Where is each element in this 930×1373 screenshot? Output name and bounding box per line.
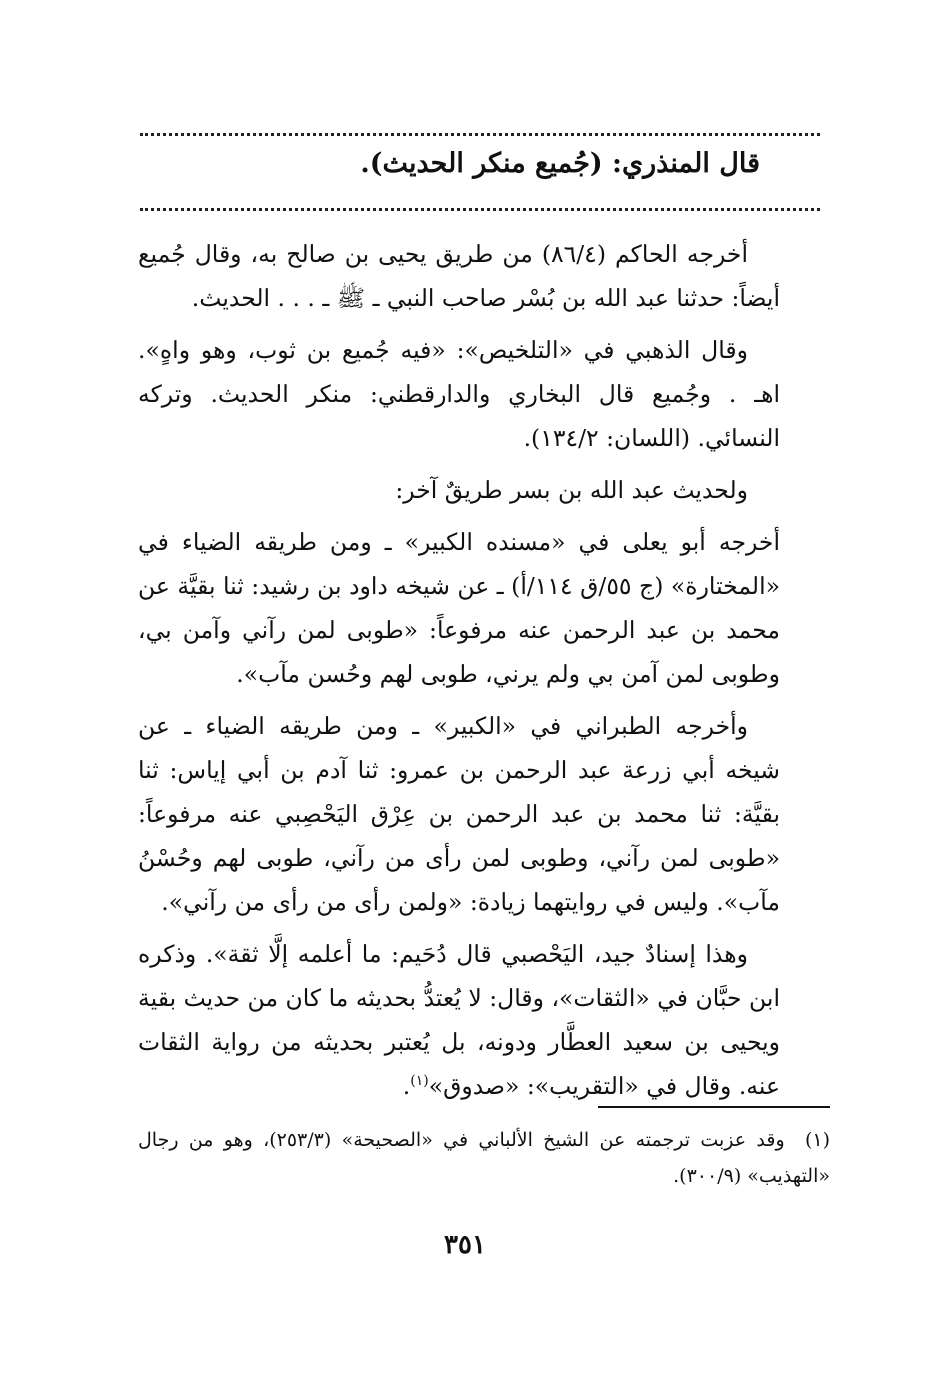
- paragraph-isnad-assessment: وهذا إسنادٌ جيد، اليَحْصبي قال دُحَيم: ما أعلمه إلَّا ثقة». وذكره ابن حبَّان في «الثقات»، وقال: لا يُعتدُّ بحديثه ما كان من حديث بقية ويحيى بن سعيد العطَّار ودونه، بل يُعتبر بحديثه من رواية الثقات عنه. وقال في «التقريب»: «صدوق»$^{(١)}$.: [138, 940, 780, 1100]
- footnote-marker: (١): [804, 1129, 830, 1151]
- page-number: ٣٥١: [444, 1230, 486, 1260]
- paragraph-hakim: أخرجه الحاكم (٨٦/٤) من طريق يحيى بن صالح به، وقال جُميع أيضاً: حدثنا عبد الله بن بُسْر صاحب النبي ـ ﷺ ـ . . . الحديث.: [138, 240, 780, 312]
- paragraph-another-route: ولحديث عبد الله بن بسر طريقٌ آخر:: [395, 476, 748, 504]
- dotted-separator-top: [140, 133, 820, 136]
- paragraph-isnad-text: وهذا إسنادٌ جيد، اليَحْصبي قال دُحَيم: ما أعلمه إلَّا ثقة». وذكره ابن حبَّان في «الثقات»، وقال: لا يُعتدُّ بحديثه ما كان من حديث بقية ويحيى بن سعيد العطَّار ودونه، بل يُعتبر بحديثه من رواية الثقات عنه. وقال في «التقريب»: «صدوق»: [138, 940, 780, 1100]
- section-heading: قال المنذري: (جُميع منكر الحديث).: [360, 148, 760, 179]
- body-text: [138, 232, 780, 1116]
- paragraph-abu-yala: أخرجه أبو يعلى في «مسنده الكبير» ـ ومن طريقه الضياء في «المختارة» (ج ٥٥/ق ١١٤/أ) ـ عن شيخه داود بن رشيد: ثنا بقيَّة عن محمد بن عبد الرحمن عنه مرفوعاً: «طوبى لمن رآني وآمن بي، وطوبى لمن آمن بي ولم يرني، طوبى لهم وحُسن مآب».: [138, 528, 780, 688]
- dotted-separator-bottom: [140, 208, 820, 211]
- footnote: [138, 1122, 830, 1194]
- footnote-text: وقد عزبت ترجمته عن الشيخ الألباني في «الصحيحة» (٢٥٣/٣)، وهو من رجال «التهذيب» (٣٠٠/٩).: [138, 1129, 830, 1187]
- paragraph-dhahabi: وقال الذهبي في «التلخيص»: «فيه جُميع بن ثوب، وهو واهٍ». اهـ . وجُميع قال البخاري والدارقطني: منكر الحديث. وتركه النسائي. (اللسان: ١٣٤/٢).: [138, 336, 780, 452]
- footnote-divider: [598, 1106, 830, 1108]
- footnote-reference[interactable]: (١): [410, 1073, 429, 1090]
- paragraph-tabarani: وأخرجه الطبراني في «الكبير» ـ ومن طريقه الضياء ـ عن شيخه أبي زرعة عبد الرحمن بن عمرو: ثنا آدم بن أبي إياس: ثنا بقيَّة: ثنا محمد بن عبد الرحمن بن عِرْق اليَحْصِبي عنه مرفوعاً: «طوبى لمن رآني، وطوبى لمن رأى من رآني، طوبى لهم وحُسْنُ مآب». وليس في روايتهما زيادة: «ولمن رأى من رأى من رآني».: [138, 712, 780, 916]
